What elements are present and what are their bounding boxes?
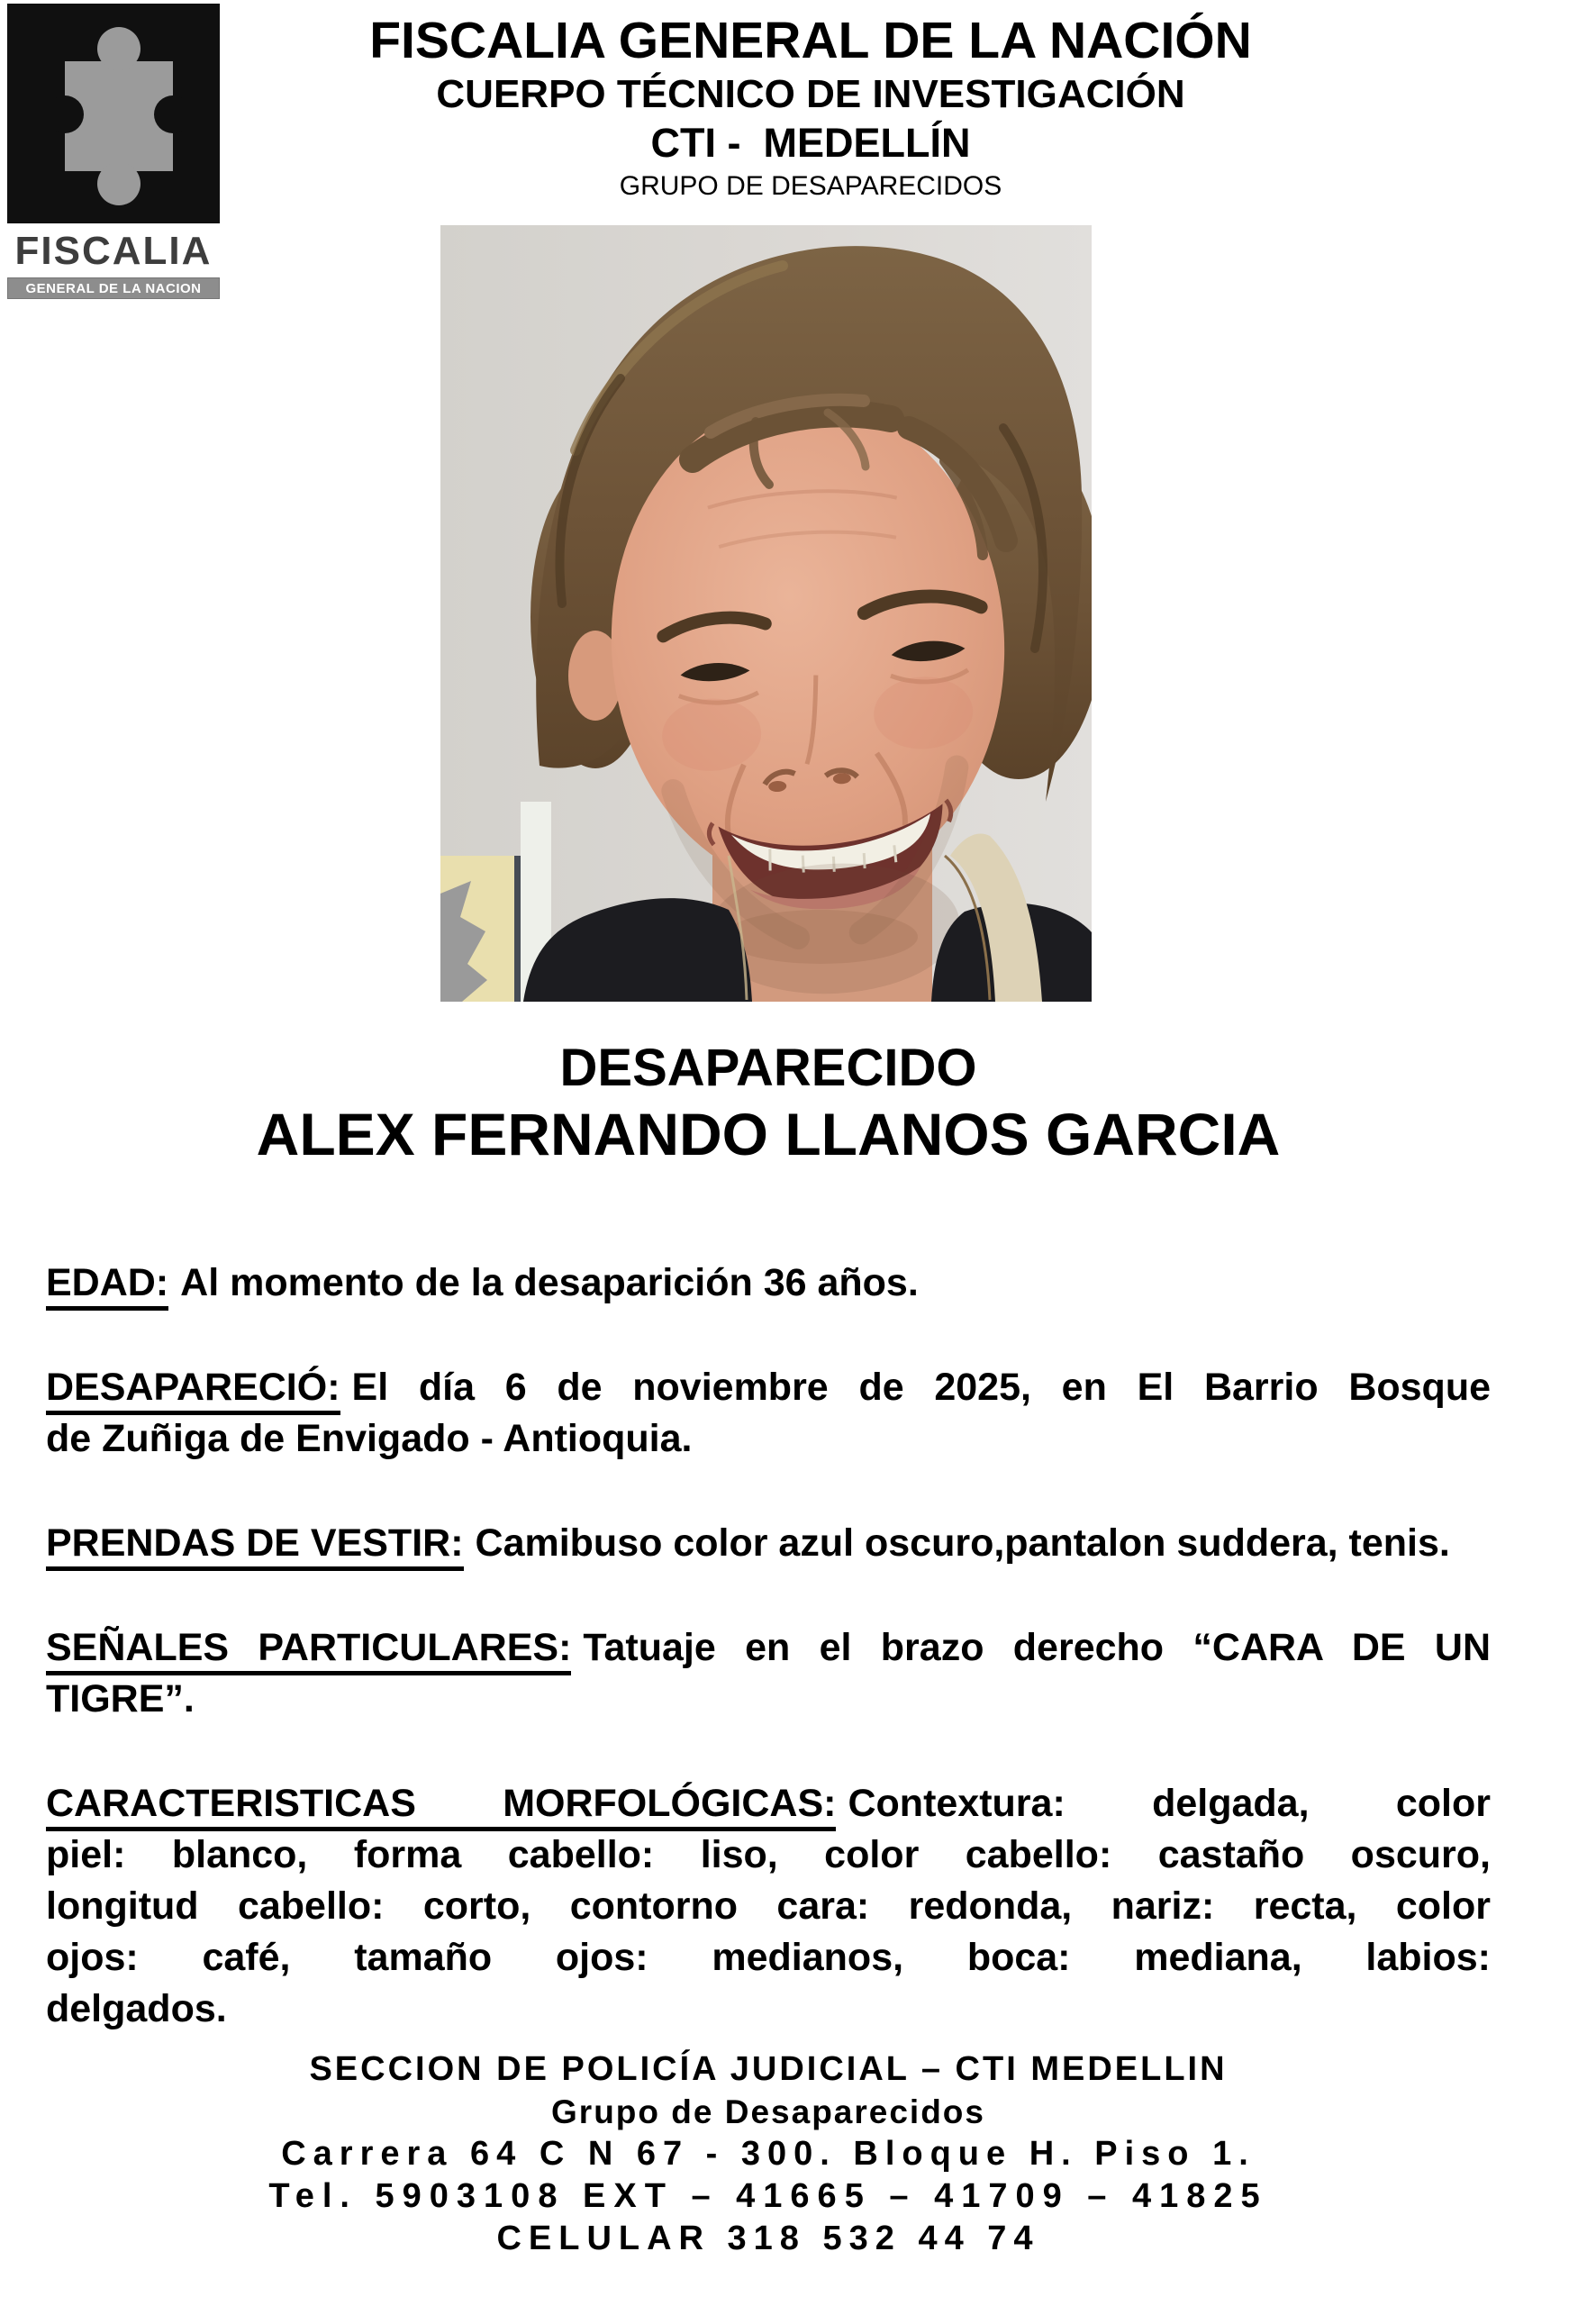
header-entity-name: FISCALIA GENERAL DE LA NACIÓN [369, 12, 1252, 69]
field-label: SEÑALES PARTICULARES: [46, 1626, 571, 1675]
field-label: CARACTERISTICAS MORFOLÓGICAS: [46, 1782, 836, 1831]
footer-phone: Tel. 5903108 EXT – 41665 – 41709 – 41825 [268, 2177, 1268, 2215]
header-office: CTI - MEDELLÍN [650, 120, 971, 166]
field-label: EDAD: [46, 1261, 168, 1311]
section-caracteristicas [46, 1778, 1491, 2035]
section-desaparecio [46, 1362, 1491, 1465]
field-value: Tatuaje en el brazo derecho “CARA DE UN [583, 1626, 1492, 1669]
person-name: ALEX FERNANDO LLANOS GARCIA [256, 1101, 1281, 1167]
footer-cellphone: CELULAR 318 532 44 74 [496, 2220, 1040, 2257]
field-label: DESAPARECIÓ: [46, 1366, 340, 1415]
status-title: DESAPARECIDO [559, 1039, 977, 1097]
detail-line [46, 1518, 1491, 1569]
section-edad [46, 1257, 1491, 1309]
header-division: CUERPO TÉCNICO DE INVESTIGACIÓN [436, 72, 1185, 116]
detail-line [46, 1622, 1491, 1674]
detail-line [46, 1257, 1491, 1309]
detail-line [46, 1932, 1491, 1984]
missing-person-photo [440, 225, 1092, 1002]
field-value: Al momento de la desaparición 36 años. [180, 1261, 919, 1304]
fiscalia-logo-emblem [7, 4, 220, 223]
footer-address: Carrera 64 C N 67 - 300. Bloque H. Piso 1. [281, 2135, 1256, 2173]
field-value: Camibuso color azul oscuro,pantalon suddera, tenis. [475, 1521, 1450, 1565]
detail-line [46, 1829, 1491, 1881]
header-group: GRUPO DE DESAPARECIDOS [619, 171, 1002, 201]
field-value: de Zuñiga de Envigado - Antioquia. [46, 1417, 693, 1460]
document-header [234, 11, 1387, 205]
detail-line [46, 1413, 1491, 1465]
field-value: El día 6 de noviembre de 2025, en El Barrio Bosque [351, 1366, 1491, 1409]
footer-group: Grupo de Desaparecidos [551, 2093, 985, 2130]
detail-line [46, 1778, 1491, 1829]
detail-line [46, 1674, 1491, 1725]
field-value: longitud cabello: corto, contorno cara: redonda, nariz: recta, color [46, 1884, 1491, 1928]
poster-title [46, 1038, 1491, 1169]
fiscalia-logo-subtitle: GENERAL DE LA NACION [7, 277, 220, 299]
field-value: Contextura: delgada, color [848, 1782, 1491, 1825]
section-prendas [46, 1518, 1491, 1569]
field-value: piel: blanco, forma cabello: liso, color cabello: castaño oscuro, [46, 1833, 1491, 1876]
section-senales [46, 1622, 1491, 1725]
detail-line [46, 1984, 1491, 2035]
field-value: ojos: café, tamaño ojos: medianos, boca: mediana, labios: [46, 1936, 1491, 1979]
footer-unit: SECCION DE POLICÍA JUDICIAL – CTI MEDELLIN [309, 2050, 1228, 2088]
field-value: TIGRE”. [46, 1677, 195, 1720]
contact-footer [46, 2048, 1491, 2260]
field-value: delgados. [46, 1987, 227, 2030]
puzzle-piece-icon [7, 4, 220, 223]
case-details [46, 1257, 1491, 2088]
detail-line [46, 1362, 1491, 1413]
man-portrait-illustration [440, 225, 1092, 1002]
detail-line [46, 1881, 1491, 1932]
field-label: PRENDAS DE VESTIR: [46, 1521, 464, 1571]
fiscalia-logo-wordmark: FISCALIA [14, 229, 213, 273]
fiscalia-logo [7, 4, 220, 299]
